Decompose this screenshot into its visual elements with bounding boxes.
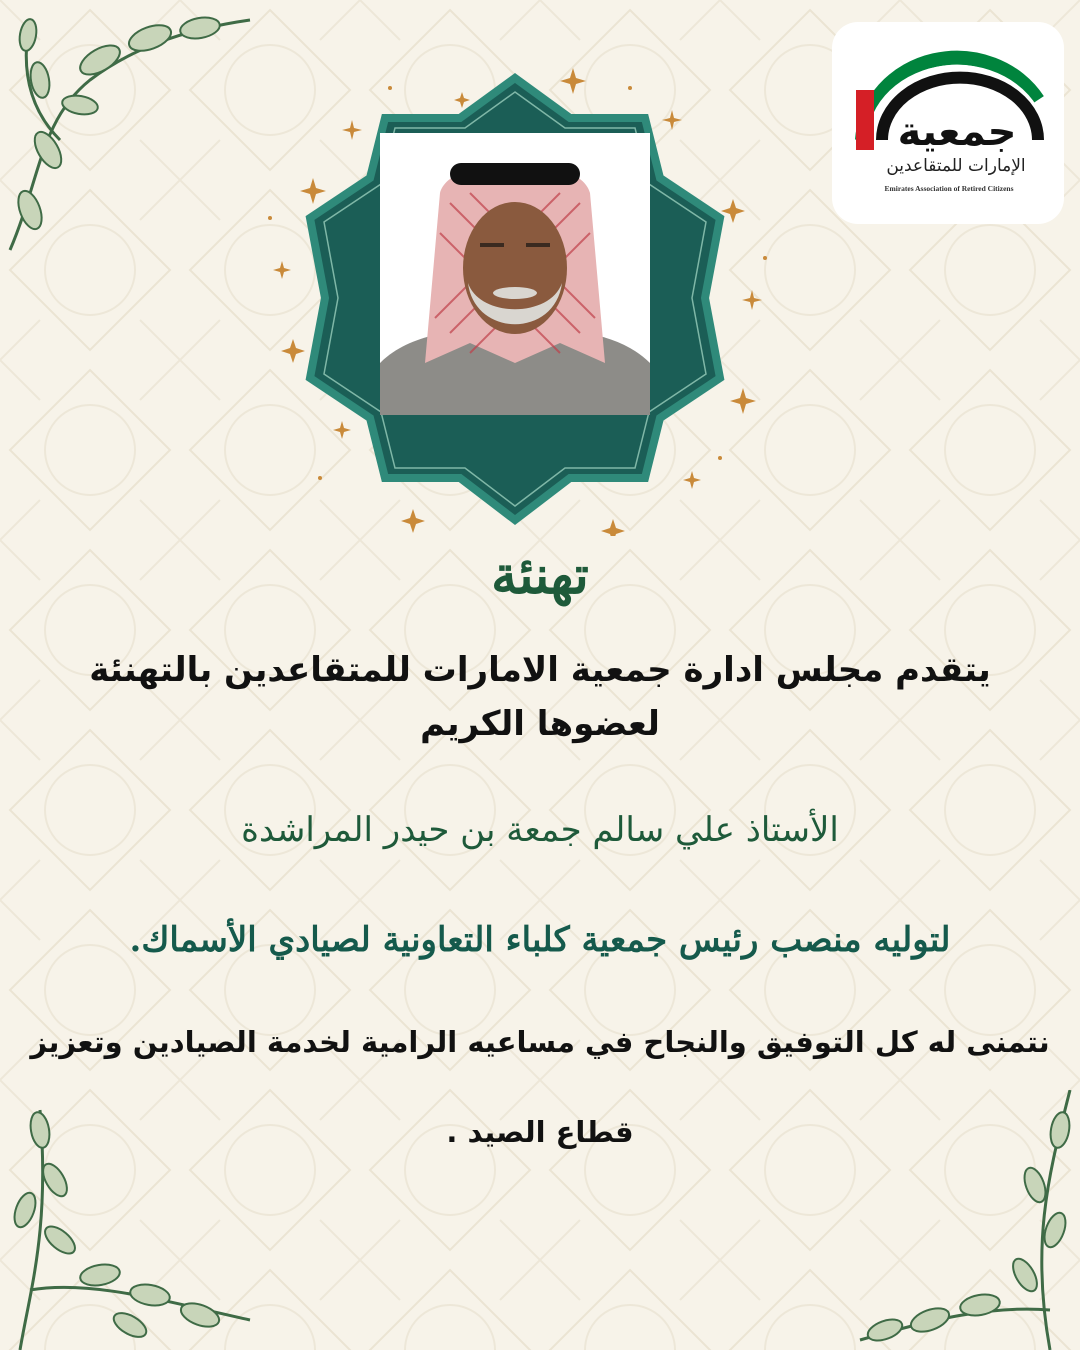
intro-line-2: لعضوها الكريم [420, 704, 660, 744]
occasion-text: لتوليه منصب رئيس جمعية كلباء التعاونية لصيادي الأسماك. [129, 920, 951, 960]
intro-line-1: يتقدم مجلس ادارة جمعية الامارات للمتقاعدين بالتهنئة [89, 650, 991, 690]
portrait-photo [380, 133, 650, 415]
logo-name-ar: جمعية [897, 109, 1017, 155]
card-title: تهنئة [491, 545, 589, 606]
wish-line-2: قطاع الصيد . [446, 1115, 634, 1149]
honoree-name: الأستاذ علي سالم جمعة بن حيدر المراشدة [241, 810, 839, 850]
logo-name-en: Emirates Association of Retired Citizens [884, 184, 1014, 193]
wish-line-1: نتمنى له كل التوفيق والنجاح في مساعيه الرامية لخدمة الصيادين وتعزيز [30, 1025, 1050, 1059]
vine-decoration-top-left [0, 0, 260, 260]
association-logo [832, 22, 1064, 224]
logo-subtitle-ar: الإمارات للمتقاعدين [886, 156, 1026, 176]
